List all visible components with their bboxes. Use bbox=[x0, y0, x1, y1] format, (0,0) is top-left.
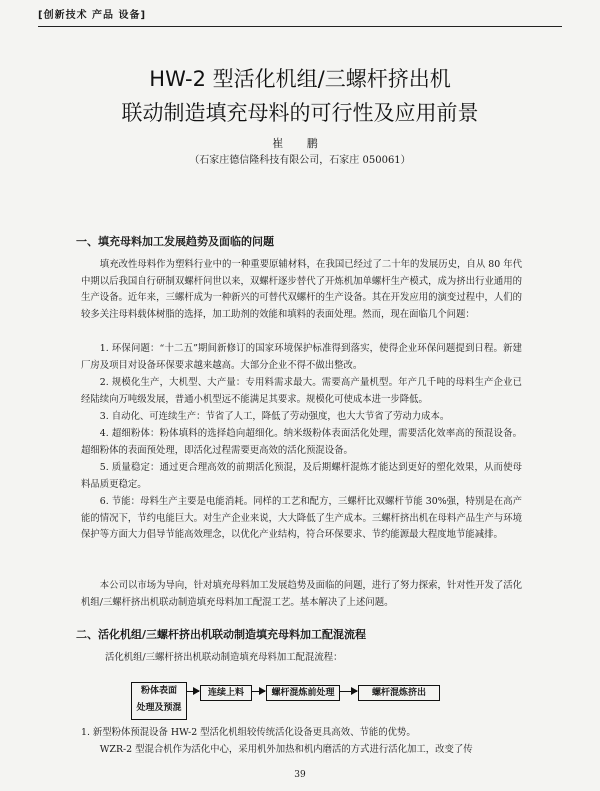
page-number: 39 bbox=[294, 770, 306, 780]
section1-paragraph: 2. 规模化生产，大机型、大产量：专用料需求最大。需要高产量机型。年产几千吨的母料生产企业已经陆续向万吨级发展，普通小机型远不能满足其要求。规模化可使成本进一步降低。 bbox=[81, 377, 522, 405]
section2-paragraph: WZR-2 型混合机作为活化中心，采用机外加热和机内磨活的方式进行活化加工，改变了传 bbox=[99, 744, 473, 755]
flow-step-text: 粉体表面 bbox=[140, 686, 177, 696]
author: 崔 鹏 bbox=[272, 137, 328, 150]
flow-step-extrusion: 螺杆混炼挤出 bbox=[358, 685, 440, 701]
section1-paragraph: 6. 节能：母料生产主要是电能消耗。同样的工艺和配方，三螺杆比双螺杆节能 30%强，特别是在高产能的情况下，节约电能巨大。对生产企业来说，大大降低了生产成本。三螺杆挤出机在母料产品生产与环境保护等方面大力倡导节能高效理念，以优化产业结构，符合环保要求、节约能源最大程度地节能减排。 bbox=[81, 496, 522, 541]
section1-paragraph: 3. 自动化、可连续生产：节省了人工，降低了劳动强度，也大大节省了劳动力成本。 bbox=[99, 411, 450, 422]
flow-step-text: 处理及预混 bbox=[136, 703, 182, 713]
section1-paragraph: 1. 环保问题：“十二五”期间新修订的国家环境保护标准得到落实，使得企业环保问题提到日程。新建厂房及项目对设备环保要求越来越高。大部分企业不得不做出整改。 bbox=[81, 343, 522, 371]
flow-arrow-icon bbox=[339, 691, 357, 692]
flow-arrow-icon bbox=[186, 691, 199, 692]
flow-step-pre-mixing: 螺杆混炼前处理 bbox=[266, 685, 340, 701]
affiliation: （石家庄德信隆科技有限公司，石家庄 050061） bbox=[189, 155, 411, 166]
section1-paragraph: 本公司以市场为导向，针对填充母料加工发展趋势及面临的问题，进行了努力探索，针对性开发了活化机组/三螺杆挤出机联动制造填充母料加工配混工艺。基本解决了上述问题。 bbox=[81, 580, 522, 608]
section1-paragraph: 4. 超细粉体：粉体填料的选择趋向超细化。纳米级粉体表面活化处理，需要活化效率高的预混设备。超细粉体的表面预处理，即活化过程需要更高效的活化预混设备。 bbox=[81, 428, 522, 456]
section1-heading: 一、填充母料加工发展趋势及面临的问题 bbox=[76, 235, 274, 248]
journal-column-header: [创新技术 产品 设备] bbox=[38, 10, 147, 21]
header-rule bbox=[38, 26, 562, 27]
section2-heading: 二、活化机组/三螺杆挤出机联动制造填充母料加工配混流程 bbox=[76, 628, 367, 641]
section2-paragraph: 1. 新型粉体预混设备 HW-2 型活化机组较传统活化设备更具高效、节能的优势。 bbox=[81, 727, 416, 738]
section1-paragraph: 填充改性母料作为塑料行业中的一种重要原辅材料，在我国已经过了二十年的发展历史，自从 80 年代中期以后我国自行研制双螺杆问世以来，双螺杆逐步替代了开炼机加单螺杆生产模式，成为挤出行业通用的生产设备。近年来，三螺杆成为一种新兴的可替代双螺杆的生产设备。其在开发应用的演变过程中，人们的较多关注母料载体树脂的选择，加工助剂的效能和填料的表面处理。然而，现在面临几个问题： bbox=[81, 259, 522, 321]
article-title-line2: 联动制造填充母料的可行性及应用前景 bbox=[121, 101, 479, 125]
article-title-line1: HW-2 型活化机组/三螺杆挤出机 bbox=[149, 67, 451, 91]
flow-step-surface-treatment bbox=[131, 682, 187, 720]
section1-paragraph: 5. 质量稳定：通过更合理高效的前期活化预混，及后期螺杆混炼才能达到更好的塑化效果，从而使母料品质更稳定。 bbox=[81, 462, 522, 490]
flow-arrow-icon bbox=[251, 691, 265, 692]
flow-step-continuous-feeding: 连续上料 bbox=[200, 685, 252, 701]
flow-label: 活化机组/三螺杆挤出机联动制造填充母料加工配混流程： bbox=[105, 652, 343, 663]
